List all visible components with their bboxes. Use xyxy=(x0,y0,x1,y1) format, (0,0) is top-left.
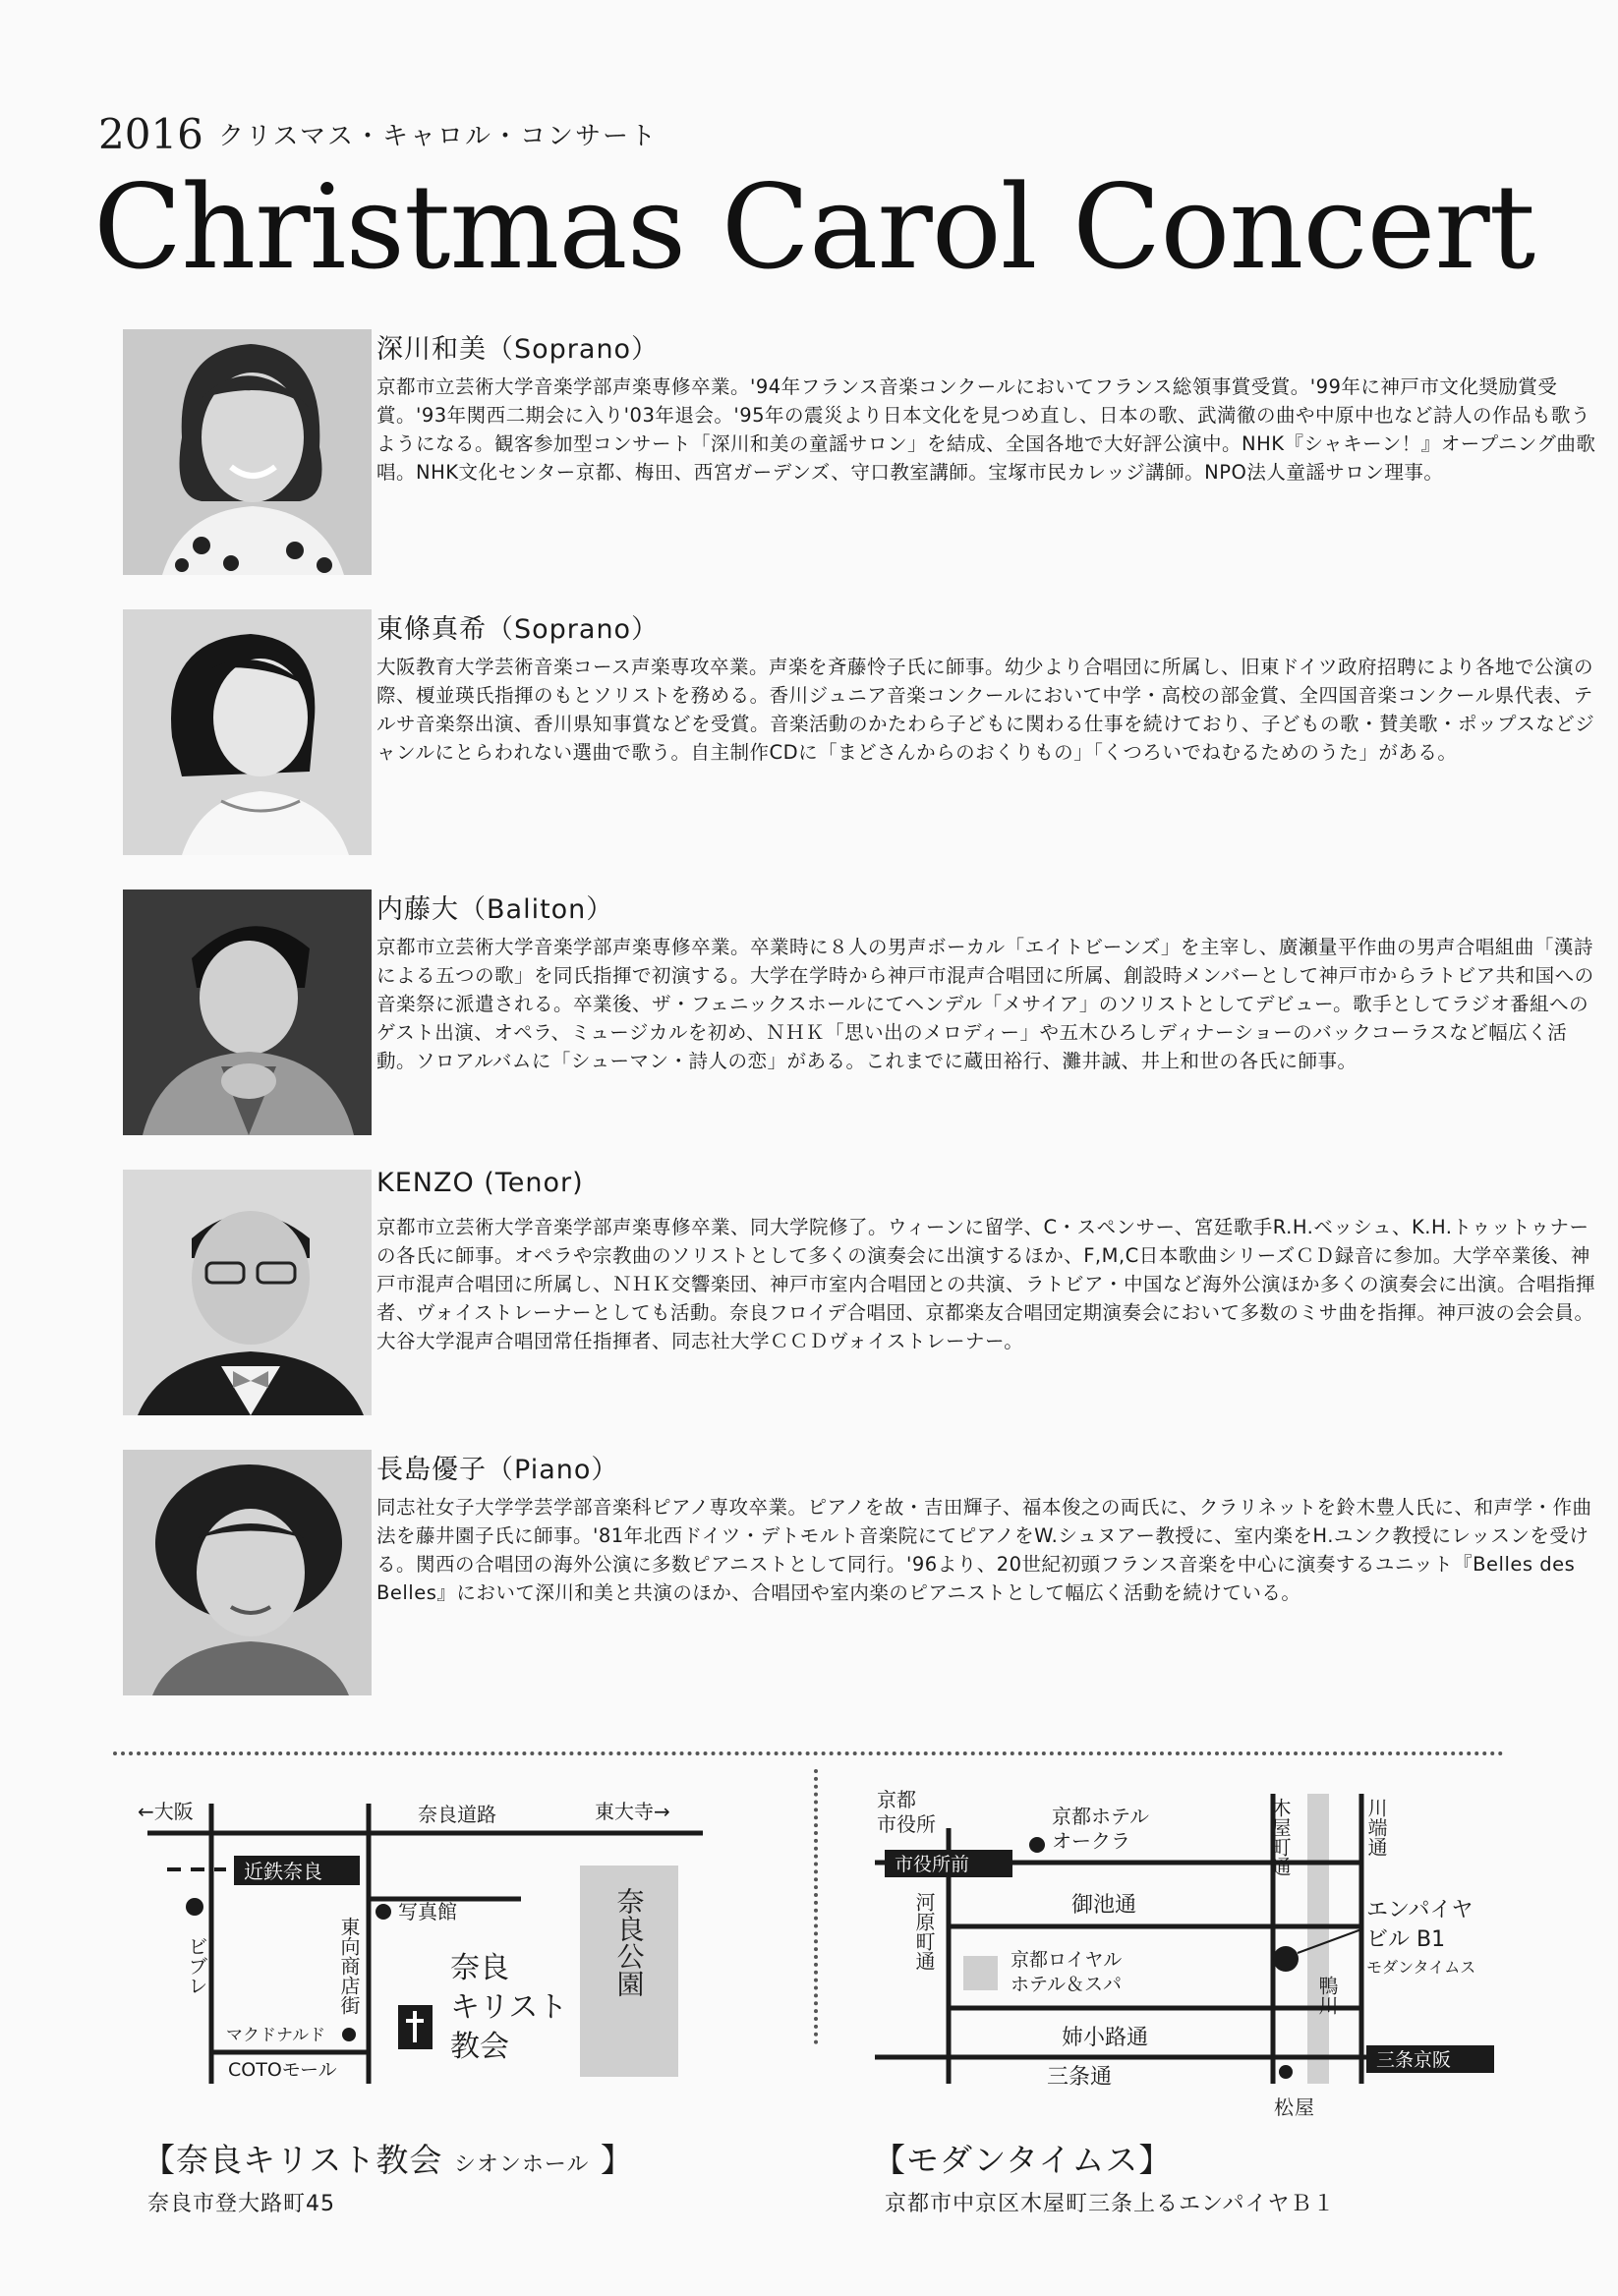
label-higashimuki-street: 東向商店街 xyxy=(337,1917,361,2015)
portrait-fukagawa xyxy=(123,329,372,575)
landmark-bible-dot xyxy=(186,1898,203,1916)
landmark-church: 奈良キリスト教会 xyxy=(450,1951,568,2064)
performer-nagashima xyxy=(123,1450,1592,1695)
landmark-coto-mall: COTOモール xyxy=(228,2059,337,2081)
venue-kyoto-title: 【モダンタイムス】 xyxy=(873,2141,1173,2179)
landmark-matsuya: 松屋 xyxy=(1274,2095,1315,2119)
performer-name: 東條真希（Soprano） xyxy=(376,614,660,645)
performer-kenzo xyxy=(123,1168,1596,1415)
landmark-hotel-okura: 京都ホテルオークラ xyxy=(1052,1805,1149,1853)
label-kamogawa: 鴨川 xyxy=(1315,1976,1339,2015)
map-nara xyxy=(128,1789,718,2084)
section-divider xyxy=(113,1751,1504,1755)
landmark-empire-building: エンパイヤビル B1 xyxy=(1366,1898,1474,1952)
label-aneyakoji-street: 姉小路通 xyxy=(1062,2026,1149,2050)
venue-nara-close: 】 xyxy=(600,2141,634,2179)
label-nara-road: 奈良道路 xyxy=(418,1803,496,1826)
performer-name: 内藤大（Baliton） xyxy=(376,894,614,925)
venue-nara-address: 奈良市登大路町45 xyxy=(147,2192,335,2216)
label-osaka: ←大阪 xyxy=(138,1800,194,1823)
venue-marker-dot xyxy=(1273,1946,1299,1972)
concert-year: 2016 xyxy=(98,110,203,158)
landmark-modern-times: モダンタイムス xyxy=(1366,1958,1476,1977)
concert-title: Christmas Carol Concert xyxy=(93,159,1535,295)
label-oike-street: 御池通 xyxy=(1071,1893,1137,1918)
performer-name: 長島優子（Piano） xyxy=(376,1455,619,1485)
performer-bio: 大阪教育大学芸術音楽コース声楽専攻卒業。声楽を斉藤怜子氏に師事。幼少より合唱団に所属し、旧東ドイツ政府招聘により各地で公演の際、榎並瑛氏指揮のもとソリストを務める。香川ジュニア音楽コンクールにおいて中学・高校の部金賞、全四国音楽コンクール県代表、テルサ音楽祭出演、香川県知事賞などを受賞。音楽活動のかたわら子どもに関わる仕事を続けており、子どもの歌・賛美歌・ポップスなどジャンルにとらわれない選曲で歌う。自主制作CDに「まどさんからのおくりもの」「くつろいでねむるためのうた」がある。 xyxy=(376,656,1595,764)
venue-nara-title xyxy=(143,2135,634,2181)
performer-naito xyxy=(123,890,1594,1135)
label-kiyamachi-street: 木屋町通 xyxy=(1268,1798,1292,1876)
portrait-naito xyxy=(123,890,372,1135)
portrait-nagashima xyxy=(123,1450,372,1695)
label-kawabata-street: 川端通 xyxy=(1364,1798,1388,1857)
label-todaiji: 東大寺→ xyxy=(595,1800,670,1823)
station-kintetsu-nara: 近鉄奈良 xyxy=(244,1860,322,1883)
landmark-city-hall: 京都市役所 xyxy=(877,1788,936,1836)
map-divider xyxy=(814,1769,818,2044)
landmark-nara-park: 奈良公園 xyxy=(612,1887,646,1997)
map-kyoto xyxy=(865,1784,1533,2089)
concert-subtitle: クリスマス・キャロル・コンサート xyxy=(218,122,658,151)
performer-fukagawa xyxy=(123,329,1596,575)
station-shiyakusho-mae: 市役所前 xyxy=(895,1854,970,1875)
station-sanjo-keihan: 三条京阪 xyxy=(1376,2049,1452,2071)
landmark-royal-hotel: 京都ロイヤルホテル＆スパ xyxy=(1011,1949,1123,1995)
performer-tojo xyxy=(123,609,1595,855)
portrait-tojo xyxy=(123,609,372,855)
landmark-photo-studio-dot xyxy=(376,1904,391,1920)
performer-name: 深川和美（Soprano） xyxy=(376,334,660,365)
landmark-mcdonalds: マクドナルド xyxy=(226,2026,326,2045)
performer-name: KENZO (Tenor) xyxy=(376,1168,584,1198)
performer-bio: 京都市立芸術大学音楽学部声楽専修卒業、同大学院修了。ウィーンに留学、C・スペンサー、宮廷歌手R.H.ベッシュ、K.H.トゥットゥナーの各氏に師事。オペラや宗教曲のソリストとして多くの演奏会に出演するほか、F,M,C日本歌曲シリーズＣＤ録音に参加。大学卒業後、神戸市混声合唱団に所属し、ＮＨＫ交響楽団、神戸市室内合唱団との共演、ラトビア・中国など海外公演ほか多くの演奏会に出演。合唱指揮者、ヴォイストレーナーとしても活動。奈良フロイデ合唱団、京都楽友合唱団定期演奏会において多数のミサ曲を指揮。神戸波の会会員。大谷大学混声合唱団常任指揮者、同志社大学ＣＣＤヴォイストレーナー。 xyxy=(376,1216,1596,1352)
performer-bio: 同志社女子大学学芸学部音楽科ピアノ専攻卒業。ピアノを故・吉田輝子、福本俊之の両氏に、クラリネットを鈴木豊人氏に、和声学・作曲法を藤井園子氏に師事。'81年北西ドイツ・デトモルト音楽院にてピアノをW.シュヌアー教授に、室内楽をH.ユンク教授にレッスンを受ける。関西の合唱団の海外公演に多数ピアニストとして同行。'96より、20世紀初頭フランス音楽を中心に演奏するユニット『Belles des Belles』において深川和美と共演のほか、合唱団や室内楽のピアニストとして幅広く活動を続けている。 xyxy=(376,1496,1592,1604)
landmark-bible: ビブレ xyxy=(185,1936,208,1995)
venue-kyoto-address: 京都市中京区木屋町三条上るエンパイヤＢ１ xyxy=(885,2192,1336,2216)
venue-nara-hall: シオンホール xyxy=(453,2152,590,2177)
portrait-kenzo xyxy=(123,1170,372,1415)
performer-bio: 京都市立芸術大学音楽学部声楽専修卒業。卒業時に８人の男声ボーカル「エイトビーンズ」を主宰し、廣瀬量平作曲の男声合唱組曲「漢詩による五つの歌」を同氏指揮で初演する。大学在学時から神戸市混声合唱団に所属、創設時メンバーとして神戸市からラトビア共和国への音楽祭に派遣される。卒業後、ザ・フェニックスホールにてヘンデル「メサイア」のソリストとしてデビュー。歌手としてラジオ番組へのゲスト出演、オペラ、ミュージカルを初め、ＮＨＫ「思い出のメロディー」や五木ひろしディナーショーのバックコーラスなど幅広く活動。ソロアルバムに「シューマン・詩人の恋」がある。これまでに蔵田裕行、灘井誠、井上和世の各氏に師事。 xyxy=(376,936,1594,1072)
performer-bio: 京都市立芸術大学音楽学部声楽専修卒業。'94年フランス音楽コンクールにおいてフランス総領事賞受賞。'99年に神戸市文化奨励賞受賞。'93年関西二期会に入り'03年退会。'95年の震災より日本文化を見つめ直し、日本の歌、武満徹の曲や中原中也など詩人の作品も歌うようになる。観客参加型コンサート「深川和美の童謡サロン」を結成、全国各地で大好評公演中。NHK『シャキーン！』オープニング曲歌唱。NHK文化センター京都、梅田、西宮ガーデンズ、守口教室講師。宝塚市民カレッジ講師。NPO法人童謡サロン理事。 xyxy=(376,375,1596,484)
landmark-photo-studio: 写真館 xyxy=(398,1900,457,1923)
venue-nara-name: 【奈良キリスト教会 xyxy=(143,2141,443,2179)
label-kawaramachi-street: 河原町通 xyxy=(912,1892,936,1971)
label-sanjo-street: 三条通 xyxy=(1047,2065,1113,2089)
